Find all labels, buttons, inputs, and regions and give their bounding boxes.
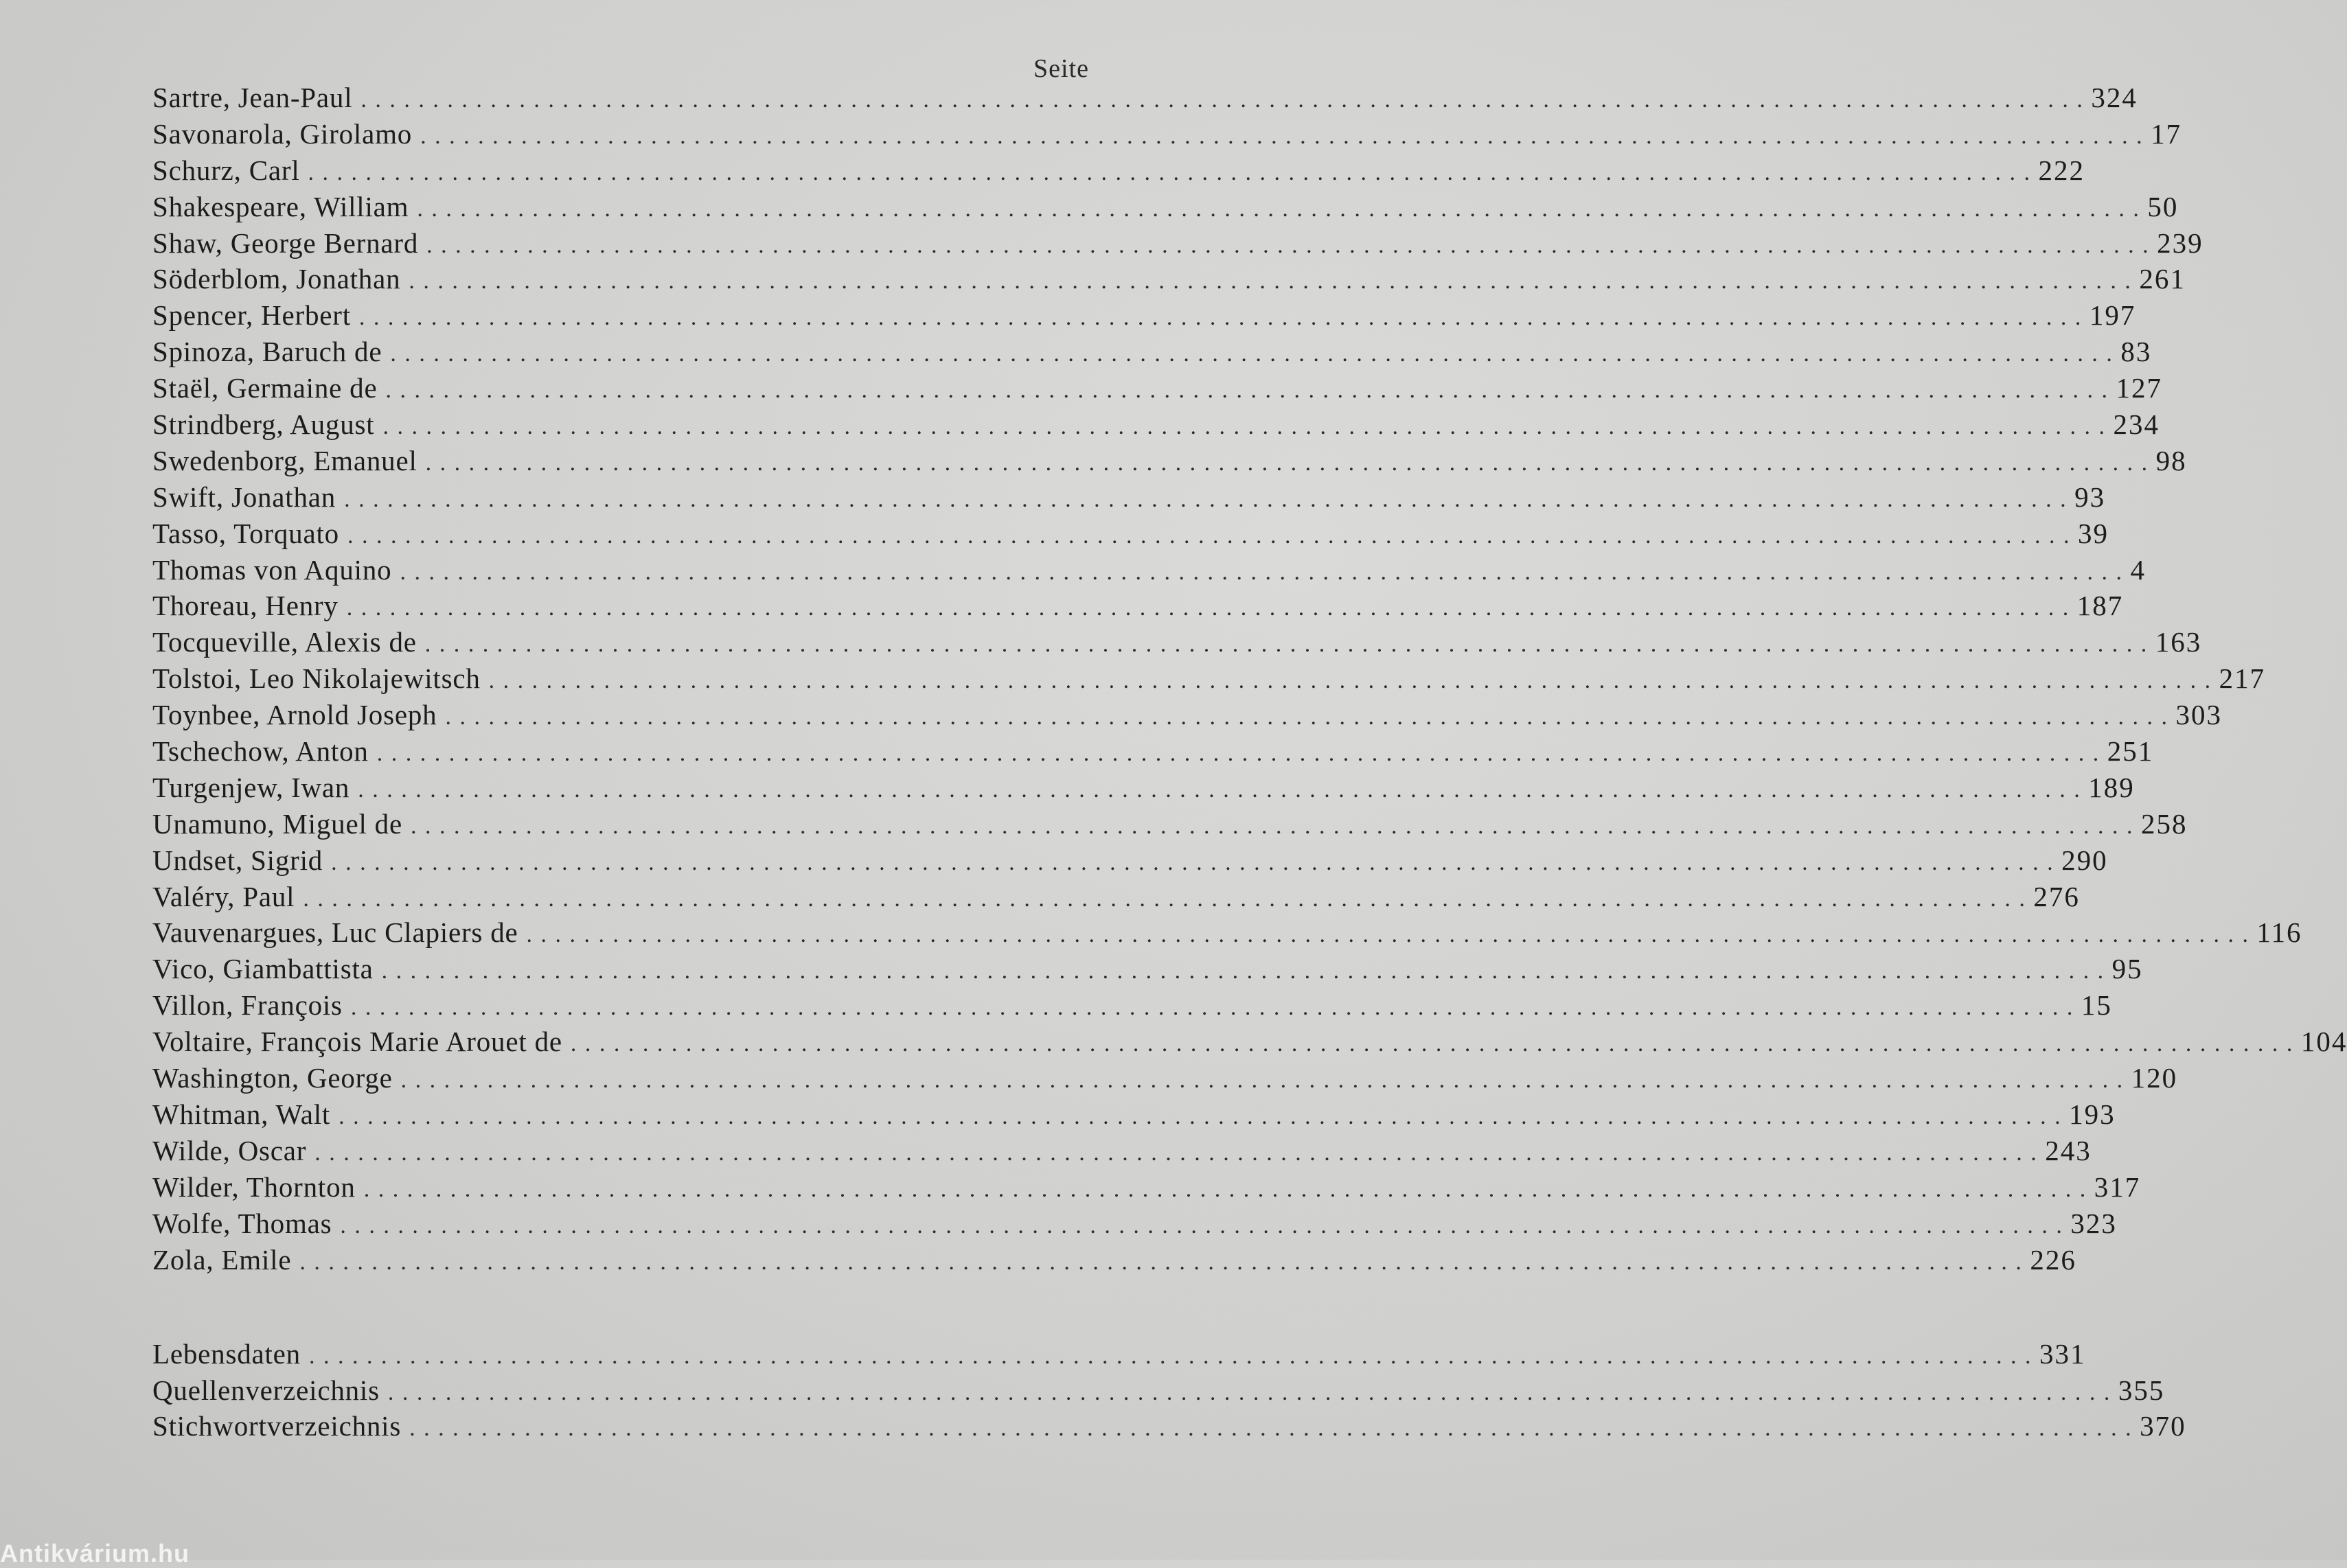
entry-page-number: 290 bbox=[2061, 844, 2108, 876]
leader-dots: ........................................................................................................................ bbox=[303, 886, 2034, 912]
entry-page-number: 116 bbox=[2256, 916, 2302, 949]
leader-dots: ........................................................................................................................ bbox=[385, 378, 2116, 404]
index-entry bbox=[152, 190, 2179, 227]
entry-name: Schurz, Carl bbox=[152, 154, 300, 186]
entry-page-number: 4 bbox=[2130, 553, 2146, 586]
entry-page-number: 50 bbox=[2147, 190, 2179, 222]
entry-name: Toynbee, Arnold Joseph bbox=[152, 699, 437, 731]
index-entry bbox=[152, 735, 2154, 771]
index-entry bbox=[152, 1134, 2092, 1171]
index-entry bbox=[152, 553, 2146, 590]
leader-dots: ........................................................................................................................ bbox=[358, 776, 2089, 803]
entry-name: Wolfe, Thomas bbox=[152, 1207, 332, 1239]
entry-name: Tolstoi, Leo Nikolajewitsch bbox=[152, 662, 481, 695]
page-column-header: Seite bbox=[1033, 54, 1089, 83]
entry-name: Thoreau, Henry bbox=[152, 590, 339, 622]
entry-page-number: 324 bbox=[2091, 82, 2138, 113]
entry-name: Wilder, Thornton bbox=[152, 1171, 356, 1203]
index-entry bbox=[152, 1171, 2141, 1207]
leader-dots: ........................................................................................................................ bbox=[346, 595, 2077, 621]
entry-name: Undset, Sigrid bbox=[152, 844, 323, 876]
index-entry bbox=[152, 481, 2106, 517]
entry-name: Thomas von Aquino bbox=[152, 553, 392, 586]
leader-dots: ........................................................................................................................ bbox=[526, 922, 2257, 948]
leader-dots: ........................................................................................................................ bbox=[360, 87, 2092, 113]
entry-page-number: 193 bbox=[2069, 1098, 2116, 1130]
watermark: Antikvárium.hu bbox=[0, 1539, 190, 1567]
leader-dots: ........................................................................................................................ bbox=[570, 1031, 2301, 1057]
index-entry bbox=[152, 952, 2143, 989]
leader-dots: ........................................................................................................................ bbox=[409, 268, 2140, 295]
leader-dots: ........................................................................................................................ bbox=[340, 1212, 2071, 1238]
index-entry bbox=[152, 517, 2109, 553]
entry-name: Spinoza, Baruch de bbox=[152, 336, 382, 368]
leader-dots: ........................................................................................................................ bbox=[347, 522, 2078, 549]
entry-name: Sartre, Jean-Paul bbox=[152, 82, 353, 113]
index-entry bbox=[152, 408, 2160, 444]
leader-dots: ........................................................................................................................ bbox=[400, 1068, 2131, 1094]
leader-dots: ........................................................................................................................ bbox=[382, 414, 2114, 440]
index-entry bbox=[152, 844, 2108, 880]
leader-dots: ........................................................................................................................ bbox=[339, 1103, 2070, 1129]
index-entry bbox=[152, 771, 2135, 807]
leader-dots: ........................................................................................................................ bbox=[390, 341, 2121, 367]
entry-page-number: 370 bbox=[2140, 1410, 2186, 1442]
index-entry bbox=[152, 1098, 2116, 1134]
entry-name: Swedenborg, Emanuel bbox=[152, 444, 417, 476]
entry-name: Lebensdaten bbox=[152, 1338, 301, 1370]
entry-page-number: 239 bbox=[2157, 227, 2203, 259]
leader-dots: ........................................................................................................................ bbox=[308, 159, 2039, 185]
leader-dots: ........................................................................................................................ bbox=[400, 559, 2131, 585]
entry-page-number: 226 bbox=[2030, 1243, 2076, 1276]
index-entry bbox=[152, 154, 2085, 190]
entry-name: Spencer, Herbert bbox=[152, 299, 351, 332]
entry-page-number: 17 bbox=[2151, 117, 2182, 150]
leader-dots: ........................................................................................................................ bbox=[445, 704, 2176, 730]
entry-page-number: 39 bbox=[2077, 517, 2109, 549]
entry-name: Tocqueville, Alexis de bbox=[152, 626, 417, 658]
index-entry bbox=[152, 1061, 2178, 1098]
entry-name: Washington, George bbox=[152, 1062, 393, 1094]
entry-page-number: 95 bbox=[2111, 953, 2143, 985]
appendix-list bbox=[152, 1337, 2186, 1446]
entry-page-number: 355 bbox=[2118, 1374, 2165, 1406]
leader-dots: ........................................................................................................................ bbox=[314, 1140, 2046, 1166]
index-entry bbox=[152, 1409, 2186, 1446]
index-entry bbox=[152, 662, 2266, 698]
index-entry bbox=[152, 371, 2162, 408]
entry-page-number: 331 bbox=[2039, 1338, 2086, 1370]
entry-name: Staël, Germaine de bbox=[152, 372, 378, 404]
index-list bbox=[152, 81, 2347, 1279]
entry-name: Vico, Giambattista bbox=[152, 953, 374, 985]
entry-name: Strindberg, August bbox=[152, 408, 375, 441]
entry-name: Shakespeare, William bbox=[152, 190, 409, 222]
entry-name: Wilde, Oscar bbox=[152, 1134, 307, 1166]
leader-dots: ........................................................................................................................ bbox=[426, 232, 2157, 258]
entry-name: Söderblom, Jonathan bbox=[152, 263, 401, 295]
index-entry bbox=[152, 262, 2186, 299]
entry-name: Savonarola, Girolamo bbox=[152, 117, 413, 150]
index-entry bbox=[152, 117, 2182, 154]
entry-page-number: 15 bbox=[2081, 989, 2112, 1022]
leader-dots: ........................................................................................................................ bbox=[344, 486, 2075, 512]
entry-page-number: 197 bbox=[2089, 299, 2136, 332]
index-entry bbox=[152, 880, 2080, 916]
entry-page-number: 120 bbox=[2131, 1062, 2178, 1094]
entry-page-number: 261 bbox=[2139, 263, 2186, 295]
entry-page-number: 104 bbox=[2300, 1026, 2347, 1058]
index-entry bbox=[152, 1025, 2347, 1061]
index-entry bbox=[152, 335, 2152, 371]
entry-name: Quellenverzeichnis bbox=[152, 1374, 380, 1406]
entry-name: Villon, François bbox=[152, 989, 343, 1022]
entry-page-number: 83 bbox=[2120, 336, 2152, 368]
index-entry bbox=[152, 1374, 2165, 1410]
leader-dots: ........................................................................................................................ bbox=[488, 668, 2219, 694]
leader-dots: ........................................................................................................................ bbox=[425, 450, 2156, 476]
index-entry bbox=[152, 807, 2188, 844]
entry-name: Swift, Jonathan bbox=[152, 481, 336, 513]
entry-name: Turgenjew, Iwan bbox=[152, 771, 350, 803]
entry-page-number: 323 bbox=[2070, 1207, 2117, 1239]
entry-page-number: 317 bbox=[2094, 1171, 2141, 1203]
leader-dots: ........................................................................................................................ bbox=[331, 849, 2062, 875]
index-entry bbox=[152, 698, 2222, 735]
index-entry bbox=[152, 81, 2138, 117]
leader-dots: ........................................................................................................................ bbox=[409, 1416, 2140, 1441]
entry-name: Tschechow, Anton bbox=[152, 735, 369, 768]
entry-page-number: 222 bbox=[2038, 154, 2085, 186]
leader-dots: ........................................................................................................................ bbox=[308, 1344, 2039, 1369]
leader-dots: ........................................................................................................................ bbox=[299, 1249, 2030, 1275]
entry-name: Shaw, George Bernard bbox=[152, 227, 419, 259]
leader-dots: ........................................................................................................................ bbox=[417, 196, 2148, 222]
index-entry bbox=[152, 227, 2203, 263]
index-entry bbox=[152, 625, 2202, 662]
entry-page-number: 251 bbox=[2107, 735, 2154, 768]
entry-name: Zola, Emile bbox=[152, 1243, 292, 1276]
entry-name: Voltaire, François Marie Arouet de bbox=[152, 1026, 562, 1058]
entry-page-number: 127 bbox=[2116, 372, 2162, 404]
entry-page-number: 98 bbox=[2155, 444, 2187, 476]
entry-name: Tasso, Torquato bbox=[152, 517, 339, 549]
index-entry bbox=[152, 989, 2112, 1025]
leader-dots: ........................................................................................................................ bbox=[363, 1176, 2094, 1202]
leader-dots: ........................................................................................................................ bbox=[410, 813, 2141, 839]
leader-dots: ........................................................................................................................ bbox=[420, 123, 2151, 149]
index-entry bbox=[152, 916, 2302, 952]
index-entry bbox=[152, 444, 2187, 481]
entry-page-number: 234 bbox=[2113, 408, 2160, 441]
index-entry bbox=[152, 299, 2136, 335]
index-entry bbox=[152, 1243, 2076, 1280]
index-entry bbox=[152, 1207, 2117, 1243]
entry-name: Whitman, Walt bbox=[152, 1098, 331, 1130]
entry-page-number: 189 bbox=[2088, 771, 2135, 803]
leader-dots: ........................................................................................................................ bbox=[376, 741, 2107, 767]
leader-dots: ........................................................................................................................ bbox=[350, 995, 2081, 1021]
entry-page-number: 187 bbox=[2076, 590, 2124, 622]
entry-page-number: 163 bbox=[2155, 626, 2202, 658]
leader-dots: ........................................................................................................................ bbox=[358, 305, 2090, 331]
entry-name: Unamuno, Miguel de bbox=[152, 807, 402, 840]
entry-name: Vauvenargues, Luc Clapiers de bbox=[152, 916, 518, 949]
leader-dots: ........................................................................................................................ bbox=[387, 1379, 2118, 1405]
entry-page-number: 93 bbox=[2074, 481, 2106, 513]
entry-page-number: 258 bbox=[2140, 807, 2188, 840]
entry-page-number: 303 bbox=[2175, 699, 2222, 731]
leader-dots: ........................................................................................................................ bbox=[424, 632, 2155, 658]
entry-page-number: 243 bbox=[2045, 1134, 2092, 1166]
leader-dots: ........................................................................................................................ bbox=[381, 958, 2112, 984]
entry-page-number: 276 bbox=[2033, 880, 2080, 912]
entry-page-number: 217 bbox=[2219, 662, 2266, 695]
index-entry bbox=[152, 1337, 2086, 1374]
entry-name: Valéry, Paul bbox=[152, 880, 295, 912]
index-entry bbox=[152, 589, 2124, 625]
entry-name: Stichwortverzeichnis bbox=[152, 1410, 402, 1442]
